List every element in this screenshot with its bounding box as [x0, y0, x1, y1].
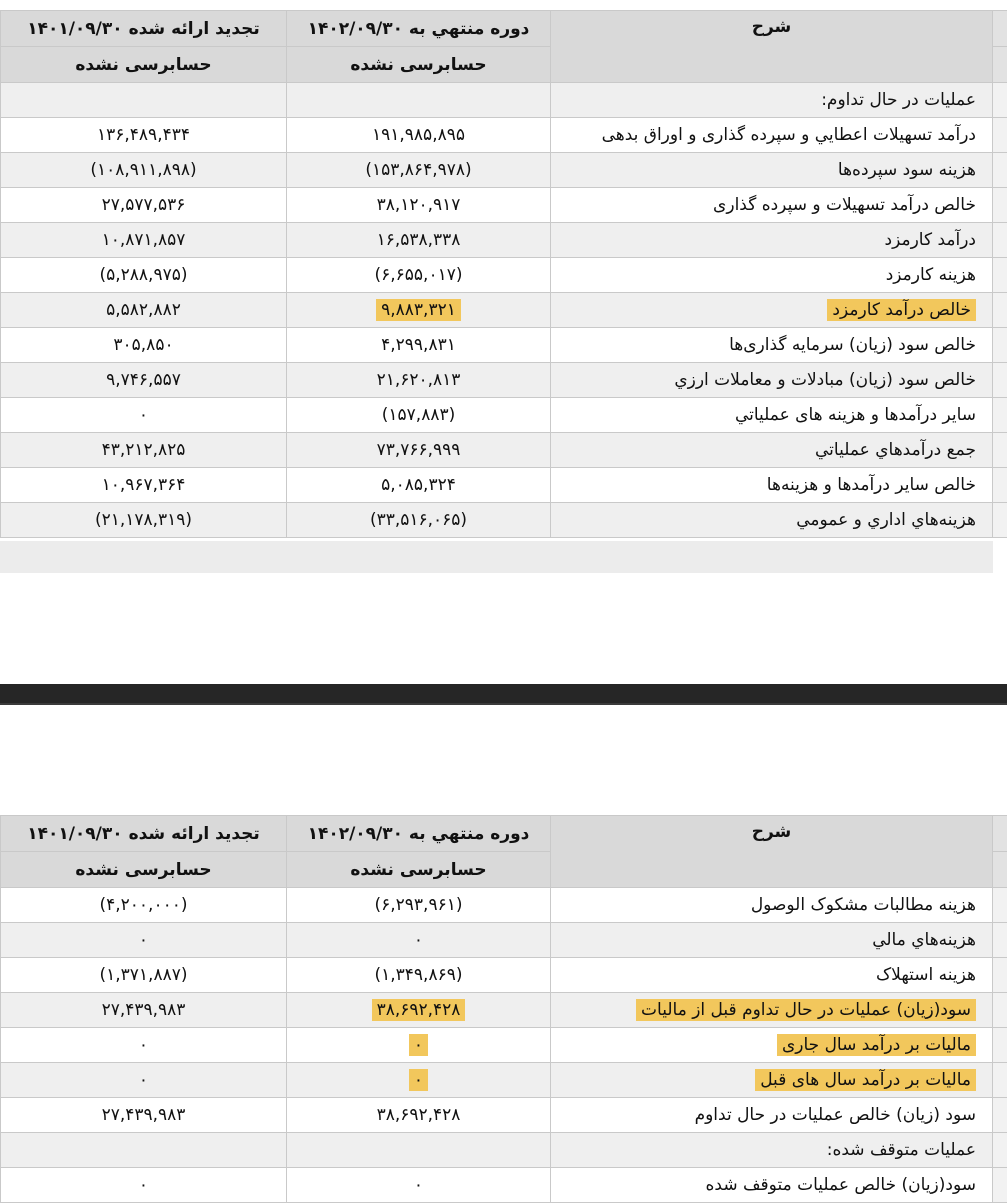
row-description: درآمد کارمزد [551, 223, 993, 258]
edge-cell [993, 888, 1007, 923]
row-description: سود (زيان) خالص عمليات در حال تداوم [551, 1098, 993, 1133]
row-description: هزينه‌هاي مالي [551, 923, 993, 958]
header-row [1, 816, 1007, 852]
cur-value: (۶,۶۵۵,۰۱۷) [287, 258, 551, 293]
cur-value: ۳۸,۱۲۰,۹۱۷ [287, 188, 551, 223]
table-row [1, 1168, 1007, 1203]
prev-period-header: تجديد ارائه شده ۱۴۰۱/۰۹/۳۰ [1, 11, 287, 47]
edge-cell [993, 188, 1007, 223]
row-description: خالص سود (زيان) مبادلات و معاملات ارزي [551, 363, 993, 398]
edge-cell [993, 83, 1007, 118]
row-description: هزينه کارمزد [551, 258, 993, 293]
table-row [1, 398, 1007, 433]
edge-cell [993, 852, 1007, 888]
edge-cell [993, 468, 1007, 503]
cur-value: (۱,۳۴۹,۸۶۹) [287, 958, 551, 993]
row-description: هزينه سود سپرده‌ها [551, 153, 993, 188]
edge-cell [993, 433, 1007, 468]
prev-value: ۳۰۵,۸۵۰ [1, 328, 287, 363]
cur-value: ۱۶,۵۳۸,۳۳۸ [287, 223, 551, 258]
edge-cell [993, 1063, 1007, 1098]
row-description: عمليات متوقف شده: [551, 1133, 993, 1168]
prev-value: (۲۱,۱۷۸,۳۱۹) [1, 503, 287, 538]
prev-status-header: حسابرسی نشده [1, 852, 287, 888]
table-row [1, 153, 1007, 188]
prev-value: ۰ [1, 1063, 287, 1098]
prev-value: (۴,۲۰۰,۰۰۰) [1, 888, 287, 923]
edge-cell [993, 958, 1007, 993]
prev-value [1, 1133, 287, 1168]
prev-value: (۵,۲۸۸,۹۷۵) [1, 258, 287, 293]
prev-status-header: حسابرسی نشده [1, 47, 287, 83]
edge-cell [993, 398, 1007, 433]
edge-cell [993, 293, 1007, 328]
cur-value: (۱۵۳,۸۶۴,۹۷۸) [287, 153, 551, 188]
highlighted-description: ماليات بر درآمد سال جاری [777, 1034, 976, 1056]
row-description: خالص درآمد تسهيلات و سپرده گذاری [551, 188, 993, 223]
desc-header: شرح [551, 11, 993, 83]
prev-value: (۱,۳۷۱,۸۸۷) [1, 958, 287, 993]
cur-value: ۳۸,۶۹۲,۴۲۸ [287, 1098, 551, 1133]
prev-value: ۰ [1, 1028, 287, 1063]
table-row [1, 118, 1007, 153]
edge-cell [993, 1028, 1007, 1063]
table-row [1, 1063, 1007, 1098]
cur-status-header: حسابرسی نشده [287, 47, 551, 83]
table-row [1, 468, 1007, 503]
highlighted-value: ۳۸,۶۹۲,۴۲۸ [372, 999, 466, 1021]
cur-value [287, 1133, 551, 1168]
table-row [1, 888, 1007, 923]
row-description: خالص سود (زيان) سرمايه گذاری‌ها [551, 328, 993, 363]
row-description-cell [551, 293, 993, 328]
edge-cell [993, 258, 1007, 293]
edge-cell [993, 1168, 1007, 1203]
cur-value: (۱۵۷,۸۸۳) [287, 398, 551, 433]
header-row [1, 11, 1007, 47]
cur-value: (۶,۲۹۳,۹۶۱) [287, 888, 551, 923]
prev-value: ۲۷,۵۷۷,۵۳۶ [1, 188, 287, 223]
row-description: هزينه‌هاي اداري و عمومي [551, 503, 993, 538]
row-description-cell [551, 993, 993, 1028]
prev-value: ۹,۷۴۶,۵۵۷ [1, 363, 287, 398]
prev-value: ۰ [1, 1168, 287, 1203]
highlighted-description: سود(زيان) عمليات در حال تداوم قبل از ماليات [636, 999, 976, 1021]
row-description: ساير درآمدها و هزينه هاى عملياتي [551, 398, 993, 433]
row-description-cell [551, 1028, 993, 1063]
table-row [1, 923, 1007, 958]
cur-period-header: دوره منتهي به ۱۴۰۲/۰۹/۳۰ [287, 816, 551, 852]
row-description: جمع درآمدهاي عملياتي [551, 433, 993, 468]
edge-cell [993, 993, 1007, 1028]
table-row [1, 503, 1007, 538]
edge-cell [993, 47, 1007, 83]
prev-value: ۲۷,۴۳۹,۹۸۳ [1, 1098, 287, 1133]
table-row [1, 328, 1007, 363]
highlighted-value: ۰ [409, 1034, 428, 1056]
row-description: خالص ساير درآمدها و هزينه‌ها [551, 468, 993, 503]
table-row [1, 433, 1007, 468]
edge-cell [993, 1098, 1007, 1133]
cur-value-cell [287, 1063, 551, 1098]
prev-period-header: تجديد ارائه شده ۱۴۰۱/۰۹/۳۰ [1, 816, 287, 852]
cur-value: ۷۳,۷۶۶,۹۹۹ [287, 433, 551, 468]
cur-value: ۵,۰۸۵,۳۲۴ [287, 468, 551, 503]
row-description: هزينه مطالبات مشکوک الوصول [551, 888, 993, 923]
desc-header: شرح [551, 816, 993, 888]
income-table-top [0, 10, 1007, 538]
table-row [1, 258, 1007, 293]
section-separator [0, 684, 1007, 703]
cur-value-cell [287, 293, 551, 328]
row-description-cell [551, 1063, 993, 1098]
row-description: هزينه استهلاک [551, 958, 993, 993]
edge-cell [993, 363, 1007, 398]
prev-value: ۲۷,۴۳۹,۹۸۳ [1, 993, 287, 1028]
prev-value [1, 83, 287, 118]
edge-cell [993, 816, 1007, 852]
cur-value-cell [287, 993, 551, 1028]
edge-cell [993, 503, 1007, 538]
table-row [1, 1133, 1007, 1168]
prev-value: ۰ [1, 923, 287, 958]
cur-value: ۰ [287, 923, 551, 958]
table-row [1, 1098, 1007, 1133]
edge-cell [993, 1133, 1007, 1168]
cur-value: (۳۳,۵۱۶,۰۶۵) [287, 503, 551, 538]
table-row [1, 958, 1007, 993]
edge-cell [993, 118, 1007, 153]
highlighted-value: ۹,۸۸۳,۳۲۱ [376, 299, 461, 321]
highlighted-description: خالص درآمد کارمزد [827, 299, 976, 321]
prev-value: ۰ [1, 398, 287, 433]
table-row [1, 188, 1007, 223]
table-row [1, 223, 1007, 258]
cur-value: ۲۱,۶۲۰,۸۱۳ [287, 363, 551, 398]
prev-value: ۴۳,۲۱۲,۸۲۵ [1, 433, 287, 468]
table-row [1, 1028, 1007, 1063]
cur-value [287, 83, 551, 118]
separator-line [0, 703, 1007, 705]
cur-value: ۴,۲۹۹,۸۳۱ [287, 328, 551, 363]
table-row [1, 993, 1007, 1028]
prev-value: ۱۰,۸۷۱,۸۵۷ [1, 223, 287, 258]
row-description: درآمد تسهيلات اعطايي و سپرده گذاری و اوراق بدهی [551, 118, 993, 153]
cur-value: ۱۹۱,۹۸۵,۸۹۵ [287, 118, 551, 153]
cur-value: ۰ [287, 1168, 551, 1203]
edge-cell [993, 328, 1007, 363]
edge-cell [993, 923, 1007, 958]
table-row [1, 83, 1007, 118]
table-row [1, 363, 1007, 398]
highlighted-value: ۰ [409, 1069, 428, 1091]
cur-period-header: دوره منتهي به ۱۴۰۲/۰۹/۳۰ [287, 11, 551, 47]
cur-status-header: حسابرسی نشده [287, 852, 551, 888]
prev-value: ۱۳۶,۴۸۹,۴۳۴ [1, 118, 287, 153]
highlighted-description: ماليات بر درآمد سال های قبل [755, 1069, 976, 1091]
prev-value: ۵,۵۸۲,۸۸۲ [1, 293, 287, 328]
prev-value: ۱۰,۹۶۷,۳۶۴ [1, 468, 287, 503]
edge-cell [993, 11, 1007, 47]
cur-value-cell [287, 1028, 551, 1063]
income-table-bottom [0, 815, 1007, 1203]
edge-cell [993, 153, 1007, 188]
row-description: عمليات در حال تداوم: [551, 83, 993, 118]
table-row [1, 293, 1007, 328]
edge-cell [993, 223, 1007, 258]
row-description: سود(زيان) خالص عمليات متوقف شده [551, 1168, 993, 1203]
table-footer-strip [0, 541, 993, 573]
prev-value: (۱۰۸,۹۱۱,۸۹۸) [1, 153, 287, 188]
